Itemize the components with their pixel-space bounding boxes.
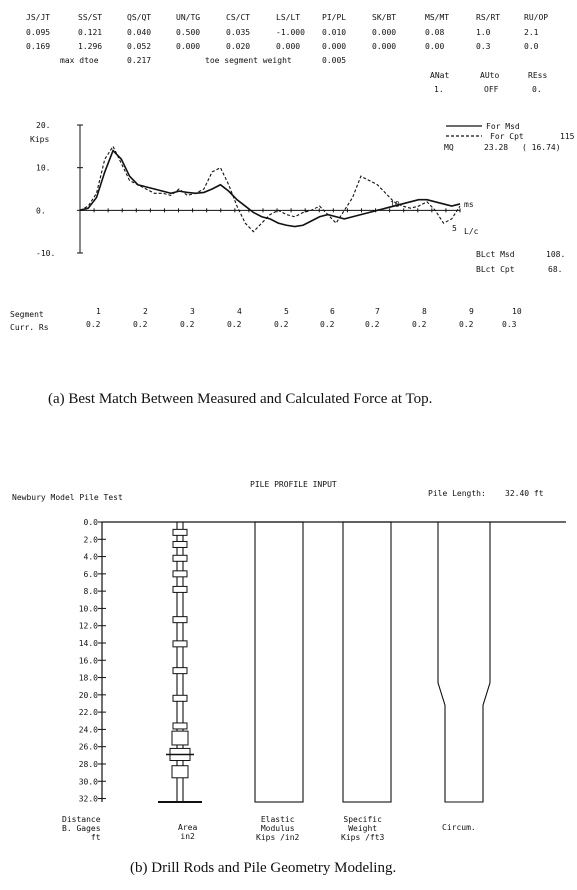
param-value: 0.095 [26,28,51,37]
y-tick-label: 20. [36,121,51,130]
depth-tick-label: 4.0 [83,552,98,562]
param-header: MS/MT [425,13,450,22]
depth-tick-label: 8.0 [83,587,98,597]
depth-tick-label: 0.0 [83,518,98,527]
rs-value: 0.2 [365,320,380,329]
area-coupler [173,617,187,623]
y-tick-label: 0. [36,206,46,216]
segment-number: 2 [143,307,148,316]
option-header: AUto [480,71,500,80]
mq-label: MQ [444,143,454,152]
option-value: 0. [532,85,542,94]
param-value: 0.08 [425,28,445,37]
max-dtoe-value: 0.217 [127,56,152,65]
blow-msd-value: 108. [546,250,566,259]
depth-tick-label: 28.0 [78,759,98,769]
force-chart [0,110,577,290]
segment-number: 4 [237,307,242,316]
area-coupler [173,586,187,592]
area-coupler [173,723,187,729]
param-header: LS/LT [276,13,301,22]
profile-title: PILE PROFILE INPUT [250,480,337,489]
rs-value: 0.3 [502,320,517,329]
specific-line3: Kips /ft3 [341,833,385,842]
rs-value: 0.2 [412,320,427,329]
rs-value: 0.2 [180,320,195,329]
pile-profile-chart [0,500,577,820]
area-line1: Area [178,823,198,832]
param-header: UN/TG [176,13,201,22]
area-coupler [173,695,187,701]
param-value: 0.052 [127,42,152,51]
specific-line1: Specific [343,815,382,824]
blow-count-cpt [476,265,563,274]
toe-weight-label: toe segment weight [205,56,292,65]
y-tick-label: -10. [36,249,56,258]
param-value: 0.000 [372,28,397,37]
blow-msd-label: BLct Msd [476,250,515,259]
blow-count-msd [476,250,566,259]
area-coupler [173,529,187,535]
param-header: RS/RT [476,13,501,22]
param-value: 0.0 [524,42,539,51]
param-value: 0.121 [78,28,103,37]
param-header: PI/PL [322,13,347,22]
param-value: 0.500 [176,28,201,37]
param-header: SS/ST [78,13,103,22]
option-header: ANat [430,71,450,80]
param-value: -1.000 [276,28,305,37]
param-value: 0.000 [276,42,301,51]
rs-label: Curr. Rs [10,323,49,332]
legend-msd-label: For Msd [486,122,520,131]
toe-weight-value: 0.005 [322,56,347,65]
rs-value: 0.2 [227,320,242,329]
param-header: CS/CT [226,13,251,22]
depth-tick-label: 26.0 [78,742,98,752]
specific-weight-bar [343,522,391,802]
depth-tick-label: 24.0 [78,725,98,735]
depth-tick-label: 10.0 [78,604,98,614]
profile-subtitle: Newbury Model Pile Test [12,493,123,502]
area-coupler [173,668,187,674]
area-line2: in2 [180,832,195,841]
param-value: 0.000 [372,42,397,51]
x-tick-label: 10 [390,200,400,209]
area-lower-segment [172,766,188,778]
rs-value: 0.2 [133,320,148,329]
param-value: 0.000 [176,42,201,51]
rs-value: 0.2 [274,320,289,329]
param-value: 1.296 [78,42,103,51]
area-coupler [173,555,187,561]
mq-value: 23.28 [484,143,509,152]
depth-tick-label: 16.0 [78,656,98,666]
elastic-modulus-bar [255,522,303,802]
x2-axis-label: L/c [464,227,479,236]
param-header: SK/BT [372,13,397,22]
distance-line3: ft [90,833,101,842]
depth-tick-label: 22.0 [78,708,98,718]
area-label [178,823,197,841]
elastic-line3: Kips /in2 [256,833,300,842]
caption-a: (a) Best Match Between Measured and Calculated Force at Top. [48,391,433,407]
distance-line2: B. Gages [62,824,101,833]
blow-cpt-value: 68. [548,265,563,274]
blow-cpt-label: BLct Cpt [476,265,515,274]
area-coupler [173,571,187,577]
area-lower-segment [172,731,188,745]
mq-paren: ( 16.74) [522,143,561,152]
segment-number: 5 [284,307,289,316]
option-value: 1. [434,85,444,94]
param-value: 1.0 [476,28,491,37]
legend-cpt-value: 115 [560,132,575,141]
segment-number: 6 [330,307,335,316]
x-tick-label: 5 [452,224,457,233]
elastic-line2: Modulus [260,824,295,833]
area-coupler [173,641,187,647]
param-value: 0.3 [476,42,491,51]
depth-tick-label: 12.0 [78,621,98,631]
legend-cpt-label: For Cpt [490,132,524,141]
segment-number: 8 [422,307,427,316]
distance-label [62,815,101,842]
option-value: OFF [484,85,499,94]
elastic-label [256,815,299,842]
param-value: 2.1 [524,28,539,37]
elastic-line1: Elastic [260,815,295,824]
rs-value: 0.2 [459,320,474,329]
depth-tick-label: 14.0 [78,638,98,648]
param-value: 0.035 [226,28,251,37]
param-header: JS/JT [26,13,51,22]
y-tick-label: 10. [36,163,51,173]
param-header: QS/QT [127,13,152,22]
param-value: 0.00 [425,42,445,51]
rs-value: 0.2 [86,320,101,329]
distance-line1: Distance [62,815,101,824]
param-value: 0.169 [26,42,51,51]
depth-tick-label: 6.0 [83,569,98,579]
specific-label [341,815,384,842]
area-coupler [173,541,187,547]
rs-value: 0.2 [320,320,335,329]
segment-number: 1 [96,307,101,316]
pile-length-value: 32.40 ft [505,489,544,498]
param-value: 0.000 [322,42,347,51]
segment-label: Segment [10,310,44,319]
segment-number: 9 [469,307,474,316]
circumference-profile [438,522,490,802]
param-header: RU/OP [524,13,549,22]
depth-tick-label: 20.0 [78,690,98,700]
max-dtoe-label: max dtoe [60,56,99,65]
segment-number: 10 [512,307,522,316]
depth-tick-label: 30.0 [78,777,98,787]
param-value: 0.010 [322,28,347,37]
y-axis-label: Kips [30,135,50,144]
pile-length-label: Pile Length: [428,489,486,498]
x-axis-label: ms [464,200,474,209]
caption-b: (b) Drill Rods and Pile Geometry Modeling. [130,860,397,876]
segment-number: 3 [190,307,195,316]
depth-tick-label: 18.0 [78,673,98,683]
param-value: 0.020 [226,42,251,51]
option-header: REss [528,71,548,80]
segment-number: 7 [375,307,380,316]
circum-label: Circum. [442,823,476,832]
specific-line2: Weight [348,824,378,833]
depth-tick-label: 2.0 [83,535,98,545]
param-value: 0.040 [127,28,152,37]
depth-tick-label: 32.0 [78,794,98,804]
